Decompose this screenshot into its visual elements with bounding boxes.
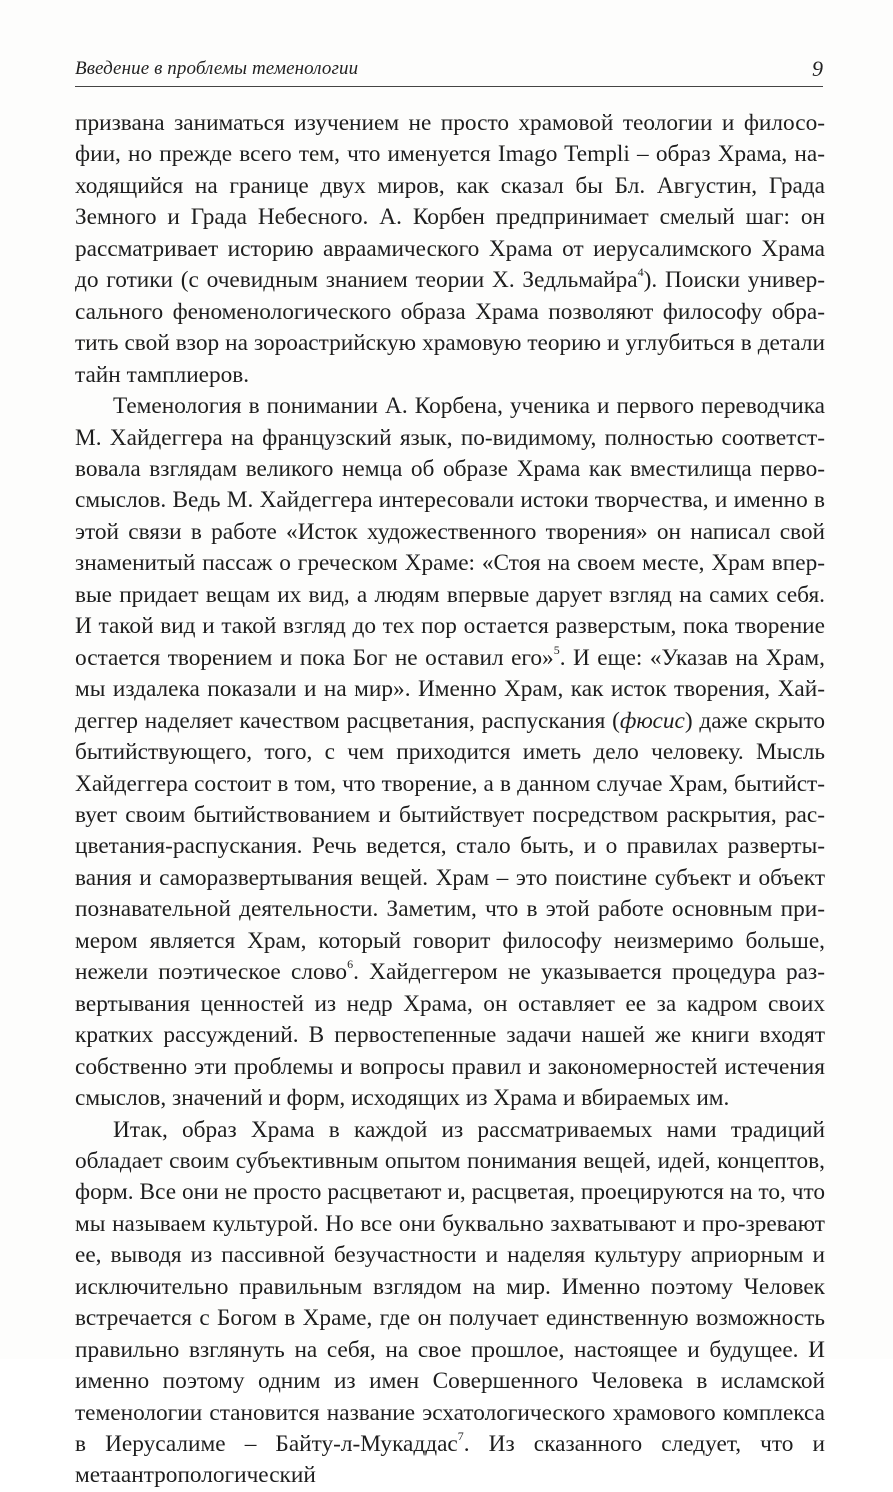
text-run: . Хайдеггером не указывается процедура развертывания ценностей из недр Храма, он оставляет ее за кадром своих кратких рассуждений. В первостепенные задачи нашей же книги входят собственно эти проблемы и вопросы правил и закономерностей истечения смыслов, значений и форм, исходящих из Храма и вбираемых им.	[75, 959, 825, 1112]
text-run: Итак, образ Храма в каждой из рассматриваемых нами традиций обладает своим субъективным опытом понимания вещей, идей, концептов, форм. Все они не просто расцветают и, расцветая, проецируются на то, что мы называем культурой. Но все они буквально захватывают и про-зревают ее, выводя из пассивной безучастности и наделяя культуру априорным и исключительно правильным взглядом на мир. Именно поэтому Человек встречается с Богом в Храме, где он получает единственную возможность правильно взглянуть на себя, на свое прошлое, настоящее и будущее. И именно поэтому одним из имен Совершенного Человека в исламской теменологии становится название эсхатологического храмового комплекса в Иерусалиме – Байту-л-Мукаддас	[75, 1116, 825, 1458]
paragraph	[75, 108, 825, 391]
text-run: ). Поиски универсального феноменологического образа Храма позволяют философу обратить свой взор на зороастрийскую храмовую теорию и углубиться в детали тайн тамплиеров.	[75, 267, 826, 388]
footnote-ref: 4	[637, 265, 644, 280]
body-text	[75, 108, 825, 1492]
italic-term: фюсис	[619, 707, 685, 734]
paragraph	[75, 1115, 825, 1492]
text-run: . И еще: «Указав на Храм, мы издалека показали и на мир». Именно Храм, как исток творения, Хайдеггер наделяет качеством расцветания, распускания (	[75, 644, 825, 734]
footnote-ref: 5	[553, 642, 560, 657]
page-number: 9	[812, 56, 823, 81]
running-header	[75, 56, 823, 87]
footnote-ref: 6	[347, 957, 354, 972]
text-run: призвана заниматься изучением не просто храмовой теологии и философии, но прежде всего тем, что именуется Imago Templi – образ Храма, находящийся на границе двух миров, как сказал бы Бл. Августин, Града Земного и Града Небесного. А. Корбен предпринимает смелый шаг: он рассматривает историю авраамического Храма от иерусалимского Храма до готики (с очевидным знанием теории Х. Зедльмайра	[75, 110, 825, 294]
text-run: . Из сказанного следует, что и метаантропологический	[75, 1431, 825, 1489]
text-run: ) даже скрыто бытийствующего, того, с чем приходится иметь дело человеку. Мысль Хайдеггера состоит в том, что творение, а в данном случае Храм, бытийствует своим бытийствованием и бытийствует посредством раскрытия, расцветания-распускания. Речь ведется, стало быть, и о правилах развертывания и саморазвертывания вещей. Храм – это поистине субъект и объект познавательной деятельности. Заметим, что в этой работе основным примером является Храм, который говорит философу неизмеримо больше, нежели поэтическое слово	[75, 707, 825, 986]
text-run: Теменология в понимании А. Корбена, ученика и первого переводчика М. Хайдеггера на французский язык, по-видимому, полностью соответствовала взглядам великого немца об образе Храма как вместилища первосмыслов. Ведь М. Хайдеггера интересовали истоки творчества, и именно в этой связи в работе «Исток художественного творения» он написал свой знаменитый пассаж о греческом Храме: «Стоя на своем месте, Храм впервые придает вещам их вид, а людям впервые дарует взгляд на самих себя. И такой вид и такой взгляд до тех пор остается разверстым, пока творение остается творением и пока Бог не оставил его»	[75, 393, 825, 671]
paragraph	[75, 391, 825, 1114]
footnote-ref: 7	[457, 1429, 464, 1444]
running-title: Введение в проблемы теменологии	[75, 58, 359, 79]
